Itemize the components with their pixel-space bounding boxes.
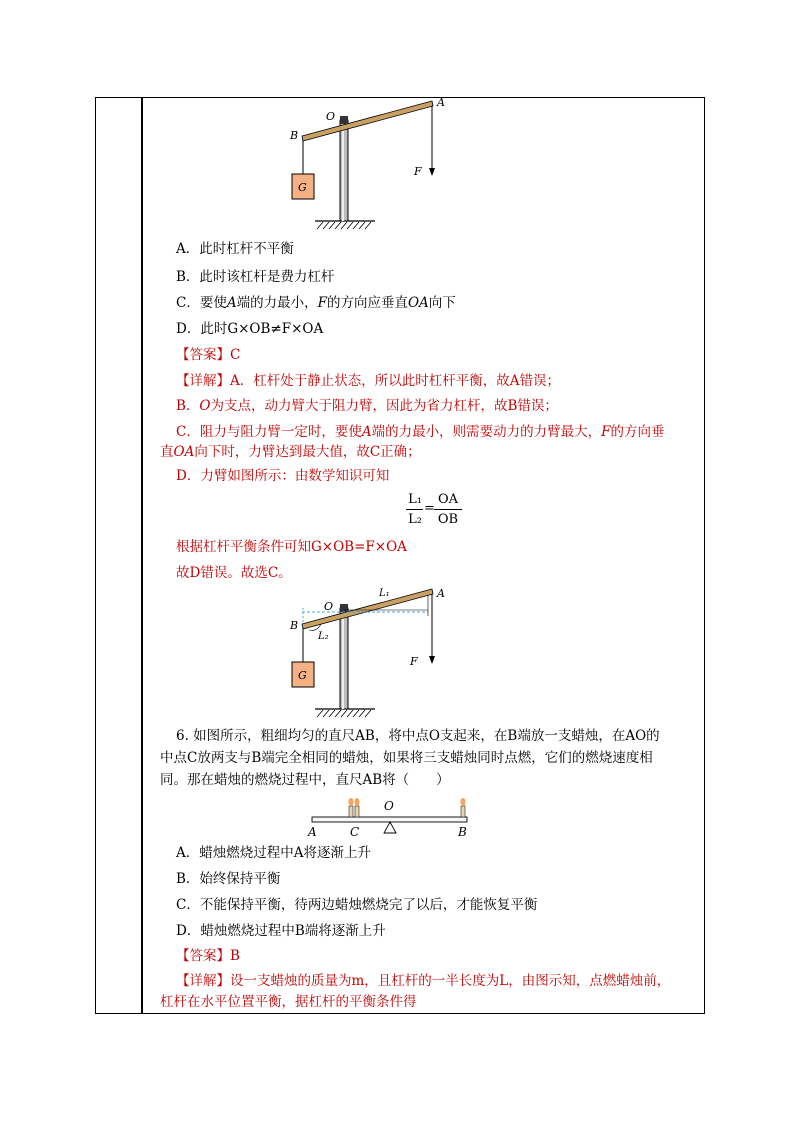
q5-option-a: A．此时杠杆不平衡 xyxy=(176,241,294,257)
label-B: B xyxy=(458,825,467,839)
label-B: B xyxy=(290,129,299,142)
q6-explanation-line1: 【详解】设一支蜡烛的质量为m，且杠杆的一半长度为L，由图示知，点燃蜡烛前， xyxy=(176,973,671,989)
q5-explanation-a: 【详解】A．杠杆处于静止状态，所以此时杠杆平衡，故A错误； xyxy=(176,373,560,389)
q5-answer: 【答案】C xyxy=(176,347,241,363)
q5-explanation-d: D．力臂如图所示：由数学知识可知 xyxy=(176,468,390,484)
formula-equals: = xyxy=(424,501,435,516)
q6-option-a: A．蜡烛燃烧过程中A将逐渐上升 xyxy=(176,845,371,861)
formula-ob: OB xyxy=(437,512,459,527)
q5-explanation-c-line1: C．阻力与阻力臂一定时，要使A端的力最小，则需要动力的力臂最大，F的方向垂 xyxy=(176,424,665,440)
formula-l1: L₁ xyxy=(408,492,422,507)
q6-answer: 【答案】B xyxy=(176,948,240,964)
label-G: G xyxy=(298,669,307,682)
q5-option-b: B．此时该杠杆是费力杠杆 xyxy=(176,269,335,285)
lever-figure-1 xyxy=(285,98,455,230)
lever-figure-2 xyxy=(285,586,455,718)
q6-stem-line1: 6. 如图所示，粗细均匀的直尺AB，将中点O支起来，在B端放一支蜡烛，在AO的 xyxy=(176,728,660,744)
label-L1: L₁ xyxy=(379,588,390,599)
table-column-divider xyxy=(141,97,143,1014)
label-B: B xyxy=(290,619,299,632)
q6-option-b: B．始终保持平衡 xyxy=(176,871,281,887)
q5-option-c: C．要使A端的力最小，F的方向应垂直OA向下 xyxy=(176,295,456,311)
candle-ruler-figure xyxy=(300,790,480,840)
label-G: G xyxy=(298,181,307,194)
label-F: F xyxy=(410,655,418,668)
label-L2: L₂ xyxy=(318,631,329,642)
q5-option-d: D．此时G×OB≠F×OA xyxy=(176,321,324,337)
q5-balance-condition: 根据杠杆平衡条件可知G×OB=F×OA xyxy=(176,539,407,555)
q6-stem-line2: 中点C放两支与B端完全相同的蜡烛，如果将三支蜡烛同时点燃，它们的燃烧速度相 xyxy=(160,750,653,766)
label-C: C xyxy=(350,825,360,839)
label-A: A xyxy=(308,825,317,839)
q6-option-d: D．蜡烛燃烧过程中B端将逐渐上升 xyxy=(176,923,386,939)
q5-explanation-b: B．O为支点，动力臂大于阻力臂，因此为省力杠杆，故B错误； xyxy=(176,398,558,414)
label-O: O xyxy=(384,799,394,813)
label-A: A xyxy=(437,587,445,600)
label-O: O xyxy=(324,600,334,613)
q6-stem-line3: 同。那在蜡烛的燃烧过程中，直尺AB将（ ） xyxy=(160,772,450,788)
label-A: A xyxy=(437,98,445,109)
formula-l2: L₂ xyxy=(408,512,422,527)
q5-conclusion: 故D错误。故选C。 xyxy=(176,565,292,581)
label-F: F xyxy=(414,165,422,178)
formula-oa: OA xyxy=(437,492,459,507)
q6-option-c: C．不能保持平衡，待两边蜡烛燃烧完了以后，才能恢复平衡 xyxy=(176,897,538,913)
label-O: O xyxy=(326,110,336,123)
q5-explanation-c-line2: 直OA向下时，力臂达到最大值，故C正确； xyxy=(160,444,421,460)
table-left-column xyxy=(95,97,143,1014)
q6-explanation-line2: 杠杆在水平位置平衡，据杠杆的平衡条件得 xyxy=(160,994,417,1010)
